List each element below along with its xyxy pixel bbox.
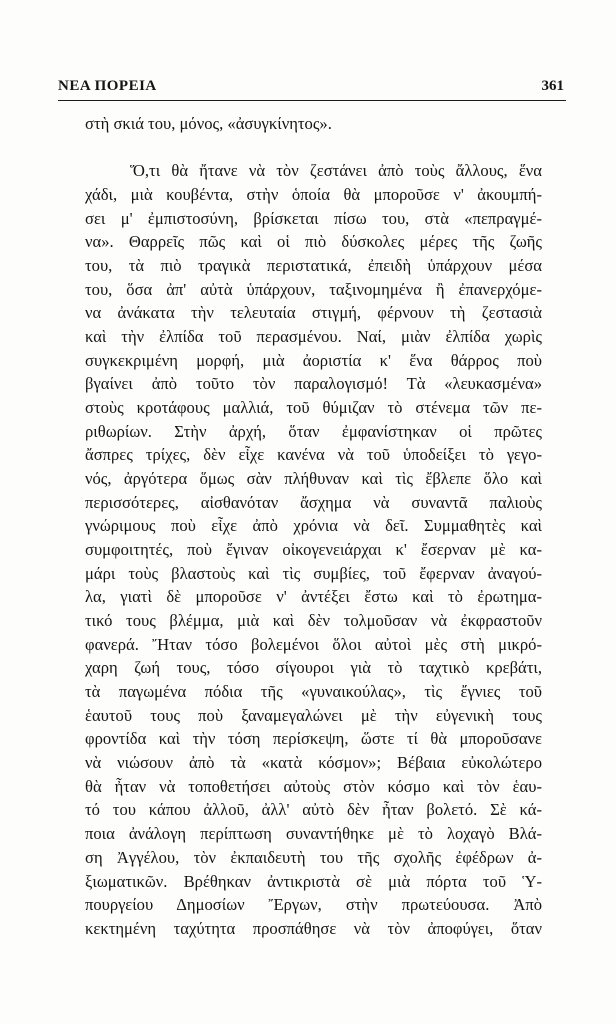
text-line: ξιωματικῶν. Βρέθηκαν ἀντικριστὰ σὲ μιὰ πόρτα τοῦ Ὑ-: [85, 871, 542, 891]
page-number: 361: [541, 78, 564, 94]
body-text: [60, 112, 542, 941]
text-line: γνώριμους ποὺ εἶχε ἀπὸ χρόνια νὰ δεῖ. Συμμαθητὲς καὶ: [85, 516, 542, 536]
text-line: συμφοιτητές, ποὺ ἔγιναν οἰκογενειάρχαι κ' ἔσερναν μὲ κα-: [85, 540, 542, 560]
text-line: στὴ σκιά του, μόνος, «ἀσυγκίνητος».: [85, 114, 332, 133]
text-line: συγκεκριμένη μορφή, μιὰ ἀοριστία κ' ἕνα θάρρος ποὺ: [85, 350, 542, 370]
text-line: ριθωρίων. Στὴν ἀρχή, ὅταν ἐμφανίστηκαν οἱ πρῶτες: [85, 421, 542, 441]
text-line: νός, ἀργότερα ὅμως σὰν πλήθυναν καὶ τὶς ἔβλεπε ὅλο καὶ: [85, 469, 542, 489]
text-line: Ὅ,τι θὰ ἤτανε νὰ τὸν ζεστάνει ἀπὸ τοὺς ἄλλους, ἕνα: [130, 161, 542, 181]
text-line: του, ὅσα ἀπ' αὐτὰ ὑπάρχουν, ταξινομημένα ἢ ἐπανερχόμε-: [85, 279, 542, 299]
text-line: χάδι, μιὰ κουβέντα, στὴν ὁποία θὰ μποροῦσε ν' ἀκουμπή-: [85, 185, 542, 205]
text-line: περισσότερες, αἰσθανόταν ἄσχημα νὰ συναντᾶ παλιοὺς: [85, 492, 542, 512]
text-line: να». Θαρρεῖς πῶς καὶ οἱ πιὸ δύσκολες μέρες τῆς ζωῆς: [85, 232, 542, 252]
text-line: πουργείου Δημοσίων Ἔργων, στὴν πρωτεύουσα. Ἀπὸ: [85, 895, 542, 915]
text-line: μάρι τοὺς βλαστοὺς καὶ τὶς συμβίες, τοῦ ἔφερναν ἀναγού-: [85, 563, 542, 583]
paragraph-gap: [60, 136, 542, 160]
text-line: τὰ παγωμένα πόδια τῆς «γυναικούλας», τὶς ἔγνιες τοῦ: [85, 682, 542, 702]
text-line: ση Ἀγγέλου, τὸν ἐκπαιδευτὴ του τῆς σχολῆς ἐφέδρων ἀ-: [85, 847, 542, 867]
text-line: βγαίνει ἀπὸ τοῦτο τὸν παραλογισμό! Τὰ «λευκασμένα»: [85, 374, 542, 394]
text-line: να ἀνάκατα τὴν τελευταία στιγμή, φέρνουν τὴ ζεστασιὰ: [85, 303, 542, 323]
text-line: τικό τους βλέμμα, μιὰ καὶ δὲν τολμοῦσαν νὰ ἐκφραστοῦν: [85, 611, 542, 631]
text-line: ἑαυτοῦ τους ποὺ ξαναμεγαλώνει μὲ τὴν εὐγενικὴ τους: [85, 705, 542, 725]
running-title: ΝΕΑ ΠΟΡΕΙΑ: [58, 78, 157, 94]
text-line: τό του κάπου ἀλλοῦ, ἀλλ' αὐτὸ δὲν ἦταν βολετό. Σὲ κά-: [85, 800, 542, 820]
text-line: λα, γιατὶ δὲ μποροῦσε ν' ἀντέξει ἔστω καὶ τὸ ἐρωτημα-: [85, 587, 542, 607]
text-line: φανερά. Ἤταν τόσο βολεμένοι ὅλοι αὐτοὶ μὲς στὴ μικρό-: [85, 634, 542, 654]
text-line: θὰ ἦταν νὰ τοποθετήσει αὐτοὺς στὸν κόσμο καὶ τὸν ἑαυ-: [85, 776, 542, 796]
text-line: φροντίδα καὶ τὴν τόση περίσκεψη, ὥστε τί θὰ μποροῦσανε: [85, 729, 542, 749]
text-line: χαρη ζωή τους, τόσο σίγουροι γιὰ τὸ ταχτικὸ κρεβάτι,: [85, 658, 542, 678]
text-line: ἄσπρες τρίχες, δὲν εἶχε κανένα νὰ τοῦ ὑποδείξει τὸ γεγο-: [85, 445, 542, 465]
text-line: καὶ τὴν ἐλπίδα τοῦ περασμένου. Ναί, μιὰν ἐλπίδα χωρὶς: [85, 327, 542, 347]
running-head: [58, 78, 564, 100]
text-line: ποια ἀνάλογη περίπτωση συναντήθηκε μὲ τὸ λοχαγὸ Βλά-: [85, 824, 542, 844]
header-rule: [58, 100, 566, 101]
text-line: νὰ νιώσουν ἀπὸ τὰ «κατὰ κόσμον»; Βέβαια εὐκολώτερο: [85, 753, 542, 773]
text-line: στοὺς κροτάφους μαλλιά, τοῦ θύμιζαν τὸ στένεμα τῶν πε-: [85, 398, 542, 418]
text-line: σει μ' ἐμπιστοσύνη, βρίσκεται πίσω του, στὰ «πεπραγμέ-: [85, 208, 542, 228]
text-line: του, τὰ πιὸ τραγικὰ περιστατικά, ἐπειδὴ ὑπάρχουν μέσα: [85, 256, 542, 276]
text-line: κεκτημένη ταχύτητα προσπάθησε νὰ τὸν ἀποφύγει, ὅταν: [85, 918, 542, 938]
